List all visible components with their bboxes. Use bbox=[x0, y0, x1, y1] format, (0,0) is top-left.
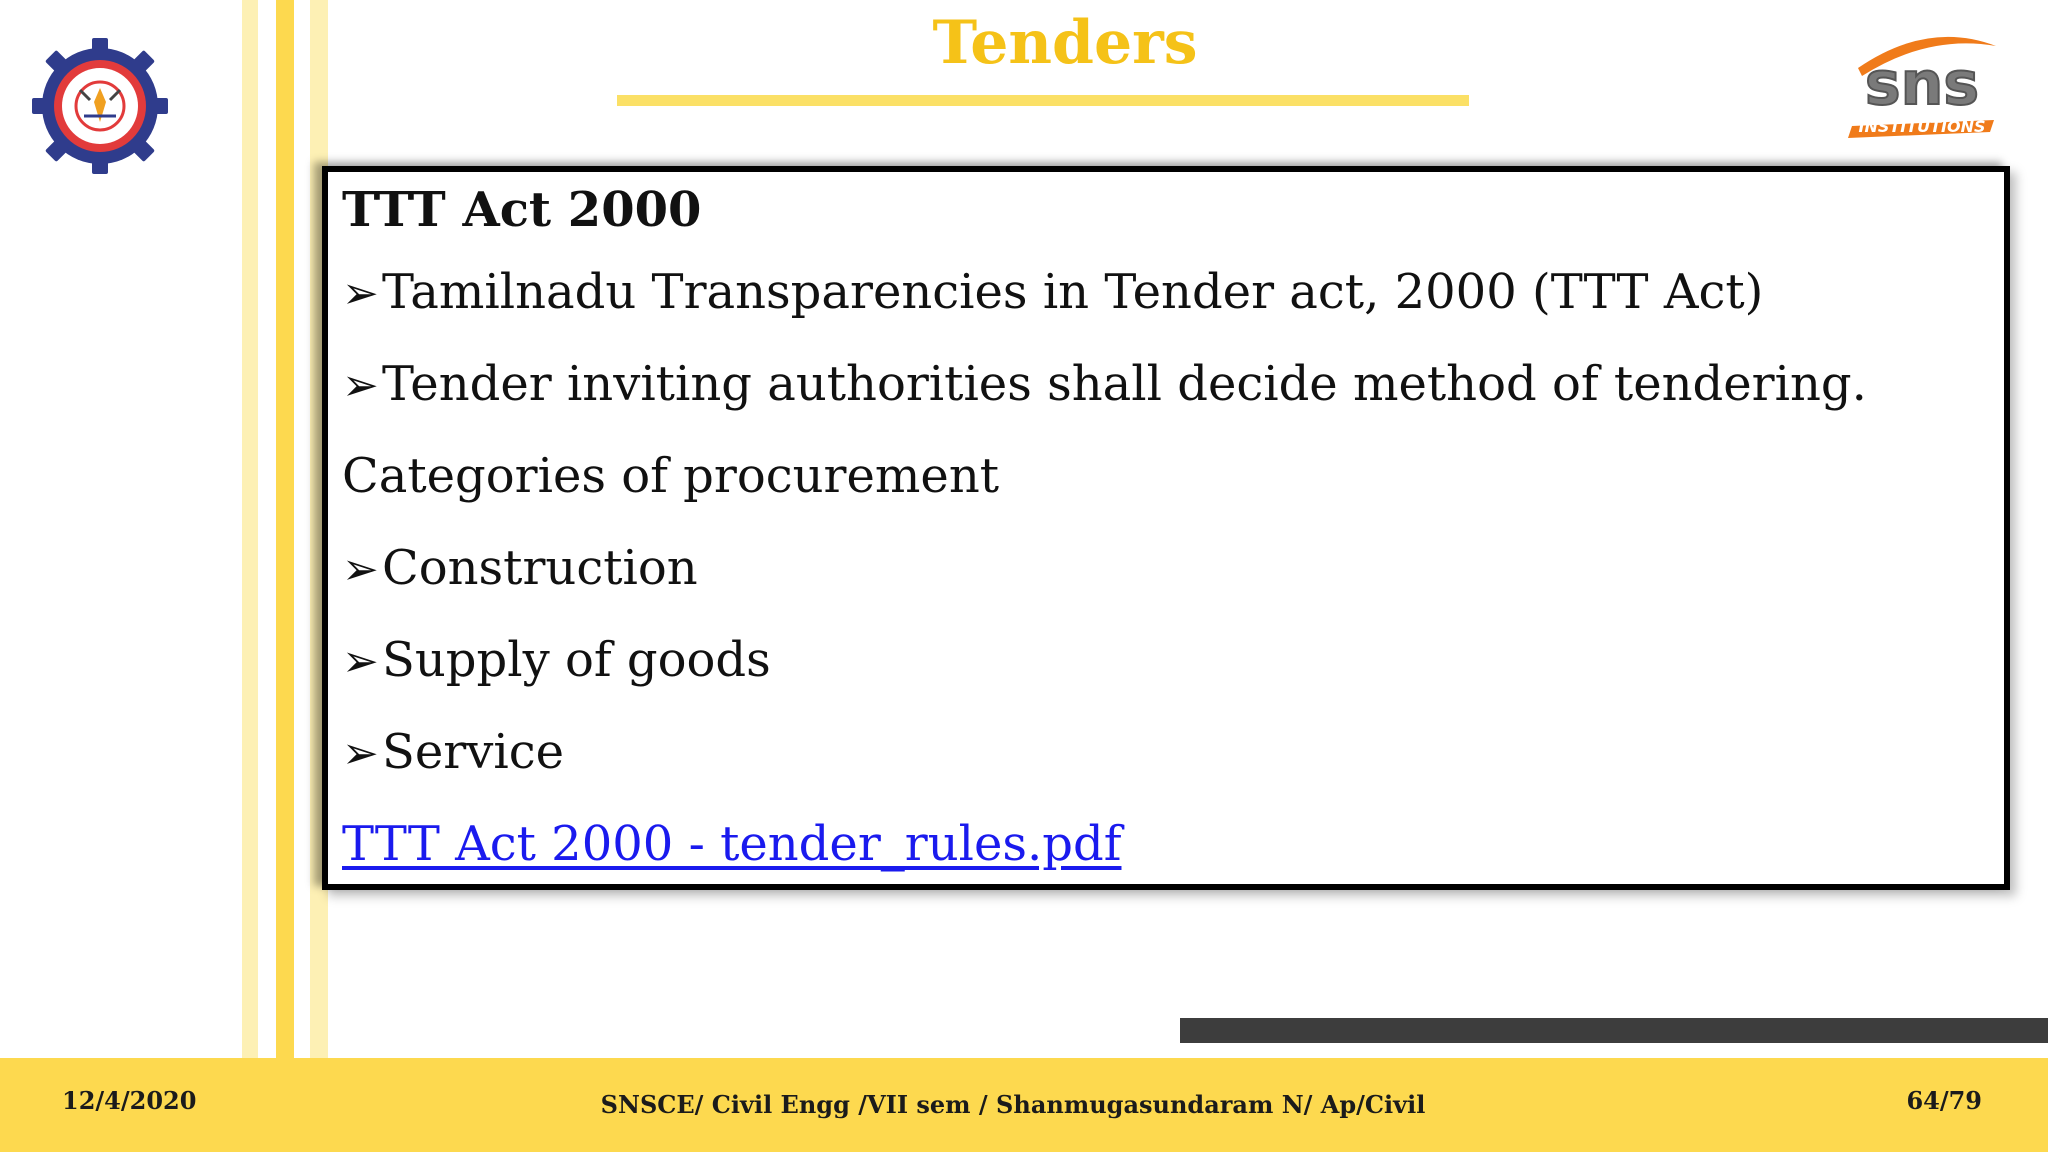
content-heading: TTT Act 2000 bbox=[342, 182, 702, 238]
footer-page-number: 64/79 bbox=[1906, 1086, 1982, 1115]
college-seal-logo bbox=[32, 38, 168, 174]
list-item: ➢Supply of goods bbox=[342, 632, 771, 688]
list-item: ➢Tender inviting authorities shall decide method of tendering. bbox=[342, 356, 1867, 412]
list-item: ➢Construction bbox=[342, 540, 698, 596]
footer-accent-bar bbox=[1180, 1018, 2048, 1043]
content-box bbox=[322, 166, 2010, 890]
tender-rules-link[interactable]: TTT Act 2000 - tender_rules.pdf bbox=[342, 816, 1122, 872]
arrowhead-bullet-icon: ➢ bbox=[342, 544, 379, 595]
title-underline bbox=[617, 95, 1469, 106]
sns-institutions-logo bbox=[1838, 28, 2008, 138]
content-subheading: Categories of procurement bbox=[342, 448, 1000, 504]
arrowhead-bullet-icon: ➢ bbox=[342, 268, 379, 319]
slide-title: Tenders bbox=[932, 8, 1198, 78]
list-item: ➢Tamilnadu Transparencies in Tender act, 2000 (TTT Act) bbox=[342, 264, 1764, 320]
footer-date: 12/4/2020 bbox=[62, 1086, 197, 1115]
decor-stripe-light bbox=[242, 0, 258, 1058]
arrowhead-bullet-icon: ➢ bbox=[342, 728, 379, 779]
arrowhead-bullet-icon: ➢ bbox=[342, 636, 379, 687]
list-item: ➢Service bbox=[342, 724, 564, 780]
arrowhead-bullet-icon: ➢ bbox=[342, 360, 379, 411]
svg-text:sns: sns bbox=[1864, 49, 1980, 119]
footer-course-info: SNSCE/ Civil Engg /VII sem / Shanmugasundaram N/ Ap/Civil bbox=[600, 1090, 1426, 1119]
decor-stripe-dark bbox=[276, 0, 294, 1058]
slide-footer bbox=[0, 1058, 2048, 1152]
svg-text:INSTITUTIONS: INSTITUTIONS bbox=[1858, 117, 1986, 136]
